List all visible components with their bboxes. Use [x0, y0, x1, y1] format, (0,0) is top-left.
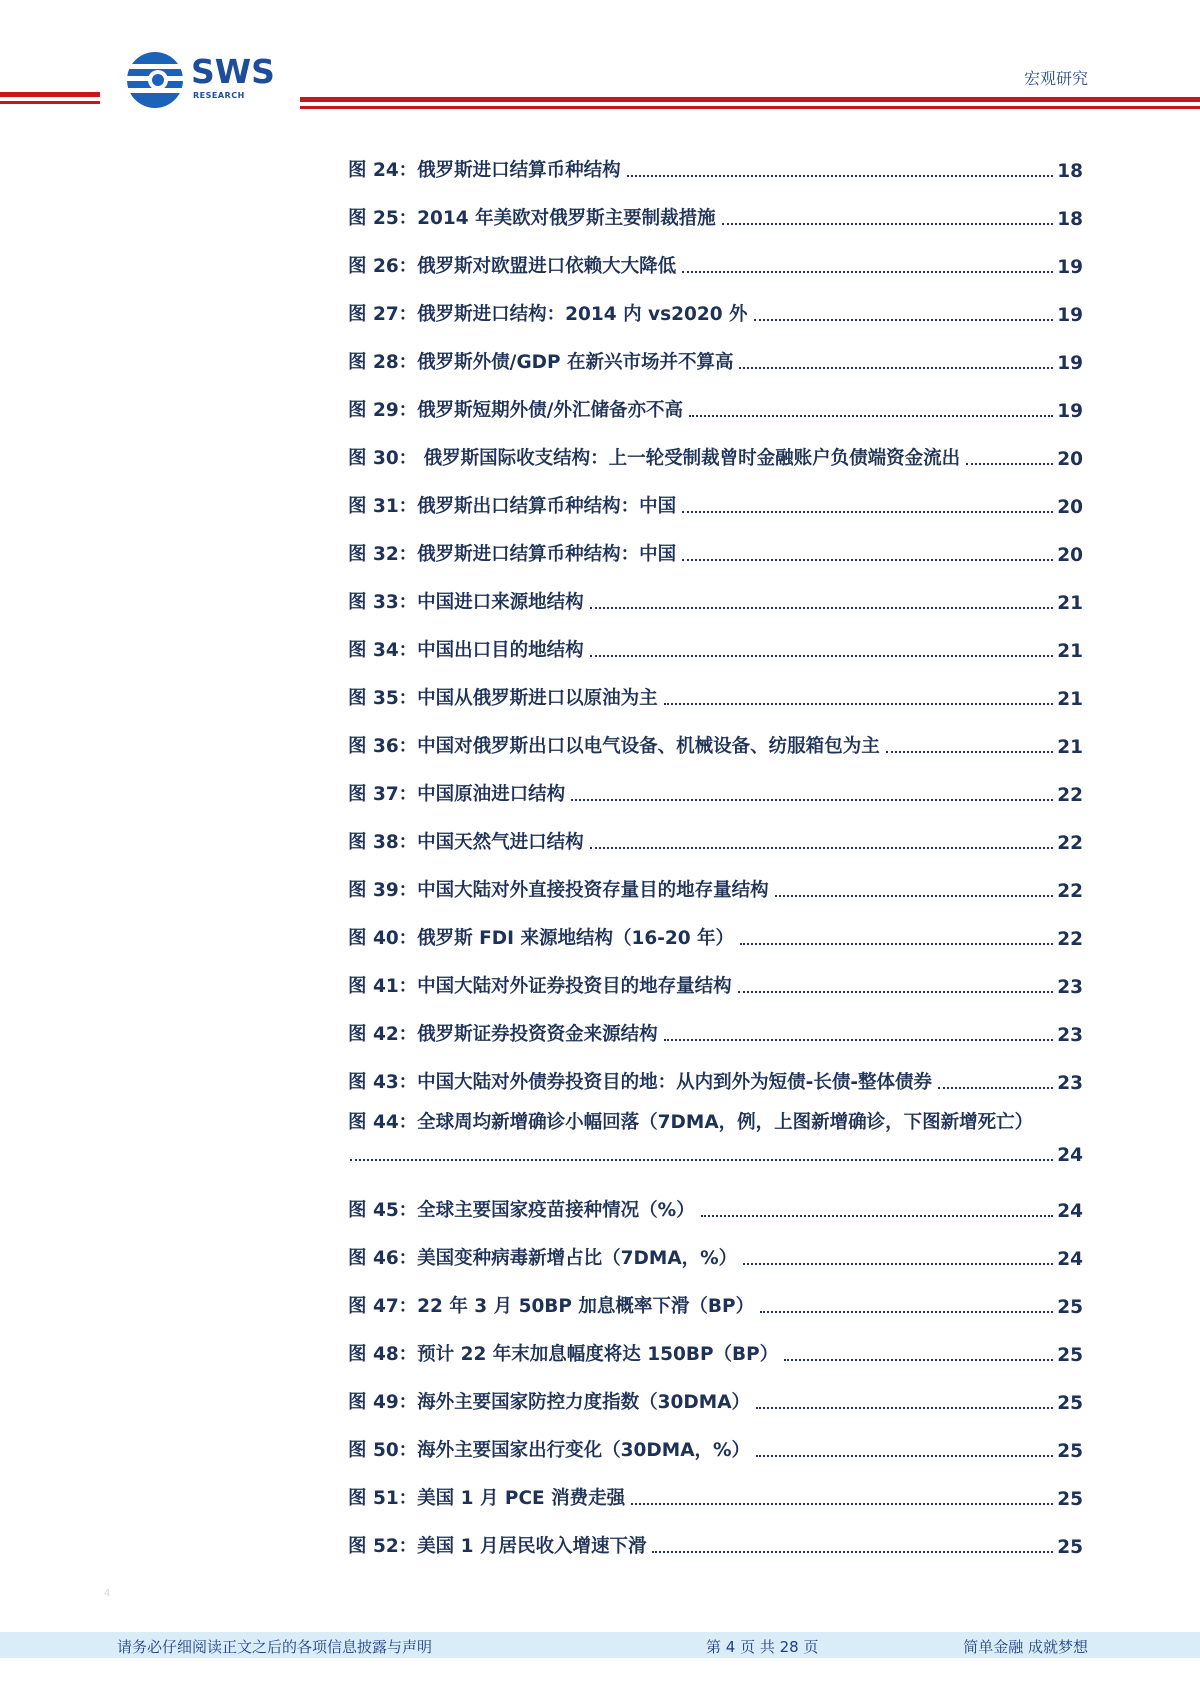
- toc-entry[interactable]: 图 29：俄罗斯短期外债/外汇储备亦不高 19: [348, 400, 1083, 422]
- toc-entry[interactable]: 图 47：22 年 3 月 50BP 加息概率下滑（BP） 25: [348, 1296, 1083, 1318]
- footer-bar: [0, 1632, 1200, 1658]
- toc-entry[interactable]: 图 26：俄罗斯对欧盟进口依赖大大降低 19: [348, 256, 1083, 278]
- toc-entry[interactable]: 图 52：美国 1 月居民收入增速下滑 25: [348, 1536, 1083, 1558]
- toc-entry[interactable]: 图 36：中国对俄罗斯出口以电气设备、机械设备、纺服箱包为主 21: [348, 736, 1083, 758]
- sws-globe-icon: [125, 50, 185, 110]
- logo-wordmark: SWS: [191, 52, 275, 91]
- toc-entry[interactable]: 图 28：俄罗斯外债/GDP 在新兴市场并不算高 19: [348, 352, 1083, 374]
- toc-entry[interactable]: 图 35：中国从俄罗斯进口以原油为主 21: [348, 688, 1083, 710]
- toc-entry[interactable]: 图 44：全球周均新增确诊小幅回落（7DMA，例，上图新增确诊，下图新增死亡） 24: [348, 1112, 1083, 1166]
- toc-entry[interactable]: 图 43：中国大陆对外债券投资目的地：从内到外为短债-长债-整体债券 23: [348, 1072, 1083, 1094]
- footer-slogan: 简单金融 成就梦想: [963, 1638, 1088, 1656]
- toc-entry[interactable]: 图 48：预计 22 年末加息幅度将达 150BP（BP） 25: [348, 1344, 1083, 1366]
- toc-entry[interactable]: 图 42：俄罗斯证券投资资金来源结构 23: [348, 1024, 1083, 1046]
- toc-entry[interactable]: 图 41：中国大陆对外证券投资目的地存量结构 23: [348, 976, 1083, 998]
- toc-entry[interactable]: 图 49：海外主要国家防控力度指数（30DMA） 25: [348, 1392, 1083, 1414]
- toc-entry[interactable]: 图 45：全球主要国家疫苗接种情况（%） 24: [348, 1200, 1083, 1222]
- toc-entry[interactable]: 图 24：俄罗斯进口结算币种结构 18: [348, 160, 1083, 182]
- toc-entry[interactable]: 图 51：美国 1 月 PCE 消费走强 25: [348, 1488, 1083, 1510]
- header-rule-left: [0, 92, 100, 104]
- toc-entry[interactable]: 图 31：俄罗斯出口结算币种结构：中国 20: [348, 496, 1083, 518]
- toc-entry[interactable]: 图 30： 俄罗斯国际收支结构：上一轮受制裁曾时金融账户负债端资金流出 20: [348, 448, 1083, 470]
- toc-entry[interactable]: 图 33：中国进口来源地结构 21: [348, 592, 1083, 614]
- page-number-mark: 4: [104, 1588, 111, 1599]
- footer-page-info: 第 4 页 共 28 页: [706, 1638, 819, 1656]
- toc-entry[interactable]: 图 39：中国大陆对外直接投资存量目的地存量结构 22: [348, 880, 1083, 902]
- toc-entry[interactable]: 图 46：美国变种病毒新增占比（7DMA，%） 24: [348, 1248, 1083, 1270]
- toc-entry[interactable]: 图 34：中国出口目的地结构 21: [348, 640, 1083, 662]
- toc-entry[interactable]: 图 27：俄罗斯进口结构：2014 内 vs2020 外 19: [348, 304, 1083, 326]
- report-category: 宏观研究: [1023, 69, 1088, 88]
- toc-entry[interactable]: 图 32：俄罗斯进口结算币种结构：中国 20: [348, 544, 1083, 566]
- logo-subtitle: RESEARCH: [193, 91, 245, 100]
- footer-disclaimer: 请务必仔细阅读正文之后的各项信息披露与声明: [117, 1638, 433, 1656]
- header-rule-right: [300, 97, 1200, 109]
- sws-logo: [125, 50, 285, 112]
- figure-list: [348, 134, 1083, 1558]
- toc-entry[interactable]: 图 38：中国天然气进口结构 22: [348, 832, 1083, 854]
- toc-entry[interactable]: 图 25：2014 年美欧对俄罗斯主要制裁措施 18: [348, 208, 1083, 230]
- toc-entry[interactable]: 图 50：海外主要国家出行变化（30DMA，%） 25: [348, 1440, 1083, 1462]
- toc-entry[interactable]: 图 40：俄罗斯 FDI 来源地结构（16-20 年） 22: [348, 928, 1083, 950]
- toc-entry[interactable]: 图 37：中国原油进口结构 22: [348, 784, 1083, 806]
